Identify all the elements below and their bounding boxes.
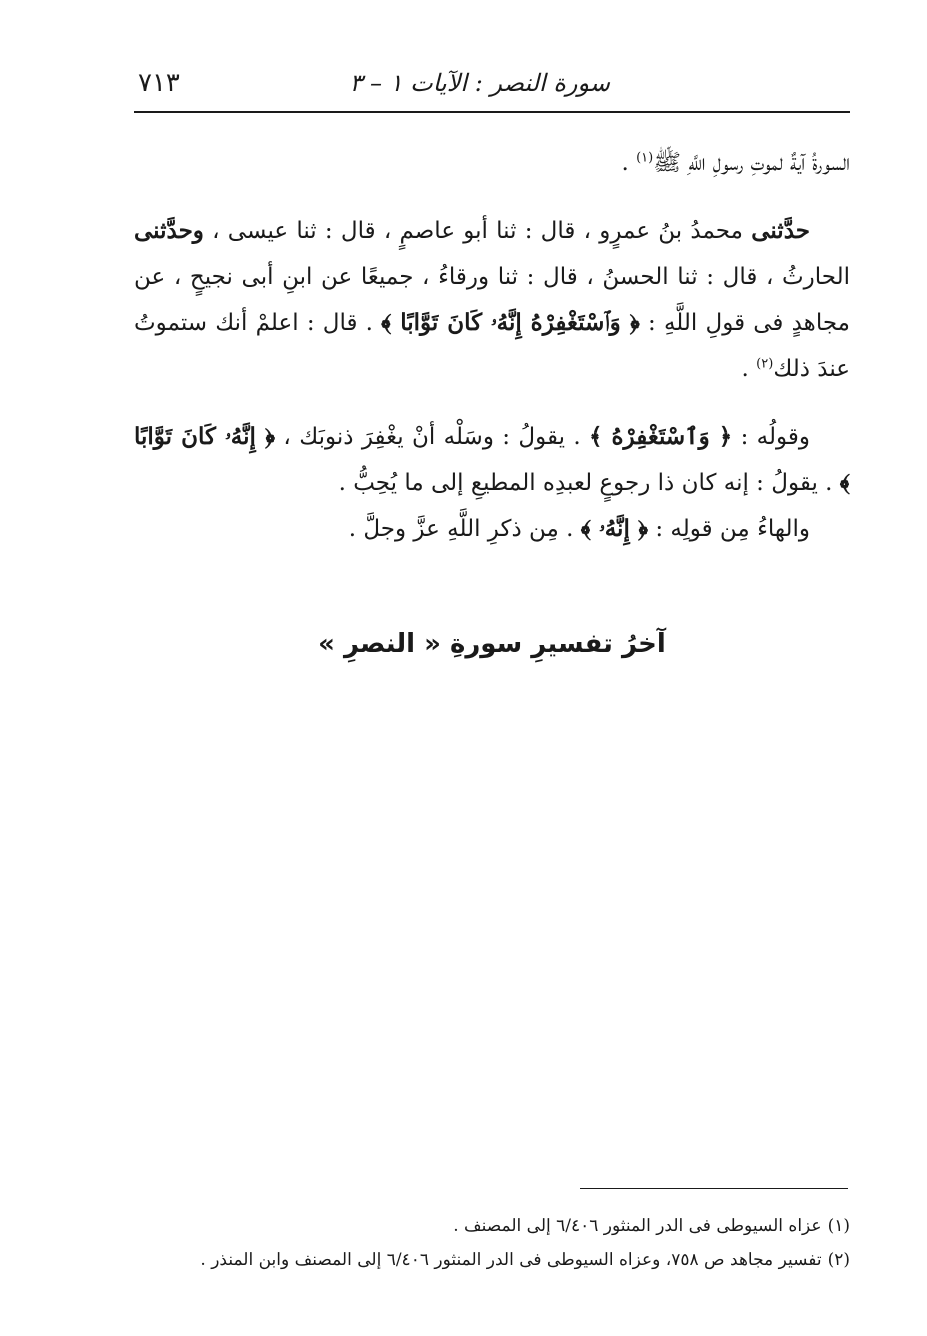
footnote-label: (٢) bbox=[827, 1250, 850, 1270]
paragraph-2 bbox=[134, 208, 850, 392]
footnote-rule bbox=[580, 1188, 848, 1189]
closing-title: آخرُ تفسيرِ سورةِ « النصرِ » bbox=[318, 629, 666, 659]
paragraph-text: الحارثُ ، قال : ثنا الحسنُ ، قال : ثنا ورقاءُ ، جميعًا عن ابنِ أبى نجيحٍ ، عن مجاهدٍ فى قولِ اللَّهِ : bbox=[134, 264, 850, 336]
quran-quote: ﴿ وَٱسْتَغْفِرْهُ إِنَّهُۥ كَانَ تَوَّابًا ﴾ bbox=[381, 309, 640, 336]
footnote-ref-2: (٢) bbox=[756, 356, 774, 372]
paragraph-text: والهاءُ مِن قولِه : bbox=[648, 516, 810, 542]
paragraph-text: . قال : اعلمْ أنك ستموتُ عندَ ذلك bbox=[134, 310, 850, 382]
running-title: سورة النصر : الآيات ١ – ٣ bbox=[349, 69, 610, 97]
paragraph-text: وقولُه : bbox=[732, 424, 811, 450]
narration-keyword: حدَّثنى bbox=[751, 217, 810, 244]
paragraph-text: محمدُ بنُ عمرٍو ، قال : ثنا أبو عاصمٍ ، قال : ثنا عيسى ، bbox=[203, 218, 752, 244]
footnote-ref-1: (١) bbox=[636, 150, 654, 166]
quran-quote: ﴿ إِنَّهُۥ ﴾ bbox=[580, 515, 649, 542]
quran-quote: ﴿ إِنَّهُۥ كَانَ تَوَّابًا ﴾ bbox=[134, 423, 850, 496]
header-rule bbox=[134, 111, 850, 113]
page-header bbox=[134, 58, 850, 116]
paragraph-text: . يقولُ : وسَلْه أنْ يغْفِرَ ذنوبَك ، bbox=[275, 424, 589, 450]
paragraph-text: . مِن ذكرِ اللَّهِ عزَّ وجلَّ . bbox=[348, 516, 581, 542]
footnote-text: تفسير مجاهد ص ٧٥٨، وعزاه السيوطى فى الدر المنثور ٦/٤٠٦ إلى المصنف وابن المنذر . bbox=[200, 1250, 822, 1270]
page-number: ٧١٣ bbox=[138, 68, 180, 98]
footnote-text: عزاه السيوطى فى الدر المنثور ٦/٤٠٦ إلى المصنف . bbox=[453, 1216, 822, 1236]
paragraph-tail: . bbox=[621, 150, 637, 176]
footnote-2 bbox=[134, 1246, 850, 1274]
main-text bbox=[134, 140, 850, 552]
paragraph-1 bbox=[134, 140, 850, 186]
paragraph-tail: . bbox=[741, 356, 757, 382]
paragraph-text: . يقولُ : إنه كان ذا رجوعٍ لعبدِه المطيعِ إلى ما يُحِبُّ . bbox=[338, 470, 840, 496]
footnotes bbox=[134, 1212, 850, 1280]
paragraph-4 bbox=[134, 506, 850, 552]
narration-keyword: وحدَّثنى bbox=[134, 217, 204, 244]
quran-quote: ﴿ وَٱسْتَغْفِرْهُ ﴾ bbox=[588, 423, 733, 450]
footnote-1 bbox=[134, 1212, 850, 1240]
paragraph-3 bbox=[134, 414, 850, 506]
footnote-label: (١) bbox=[827, 1216, 850, 1236]
paragraph-text: السورةُ آيةٌ لموتِ رسولِ اللَّهِ ﷺ bbox=[653, 150, 850, 176]
